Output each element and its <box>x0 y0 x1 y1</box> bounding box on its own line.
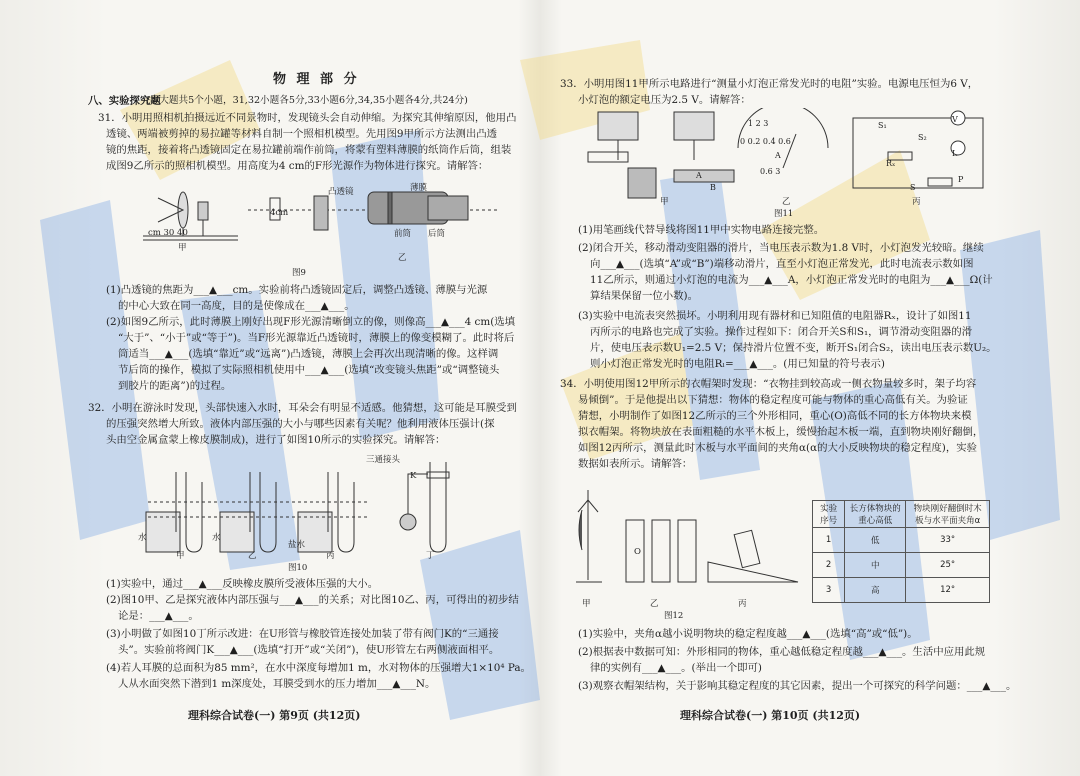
fig11-p: P <box>958 175 964 184</box>
q34-part3: (3)观察衣帽架结构，关于影响其稳定程度的其它因素，提出一个可探究的科学问题：___▲___。 <box>578 680 1017 692</box>
fig9-yi: 乙 <box>398 253 407 263</box>
table-cell: 25° <box>906 553 990 578</box>
q31-line3: 镜的焦距，接着将凸透镜固定在易拉罐前端作前筒，将蒙有塑料薄膜的纸筒作后筒，组装 <box>106 144 512 156</box>
q32-part3: (3)小明做了如图10丁所示改进：在U形管与橡胶管连接处加装了带有阀门K的“三通接 <box>106 628 499 640</box>
q33-part2d: 算结果保留一位小数)。 <box>590 290 698 302</box>
q31-part2b: “大于”、“小于”或“等于”)。当F形光源靠近凸透镜时，薄膜上的像变模糊了。此时将后 <box>118 332 515 344</box>
fig11-v: V <box>952 115 958 124</box>
table-row <box>813 578 990 603</box>
fig11-scale-top: 1 2 3 <box>748 119 769 128</box>
table-row <box>813 553 990 578</box>
q33-part2b: 向___▲___(选填“A”或“B”)端移动滑片，直至小灯泡正常发光，此时电流表示数如图 <box>590 258 974 270</box>
q31-line1: 31．小明用照相机拍摄远近不同景物时，发现镜头会自动伸缩。为探究其伸缩原因，他用凸 <box>98 112 517 124</box>
table-header-cell: 长方体物块的重心高低 <box>845 501 906 528</box>
q33-part3d: 则小灯泡正常发光时的电阻Rₗ=___▲___。(用已知量的符号表示) <box>590 358 885 370</box>
fig9-jia: 甲 <box>178 243 187 253</box>
page-10 <box>560 0 1017 776</box>
q32-part2: (2)图10甲、乙是探究液体内部压强与___▲___的关系；对比图10乙、丙，可得出的初步结 <box>106 594 519 606</box>
q32-part1: (1)实验中，通过___▲___反映橡皮膜所受液体压强的大小。 <box>106 578 379 590</box>
fig11-s1: S₁ <box>878 121 887 130</box>
q31-line2: 透镜、两端被剪掉的易拉罐等材料自制一个照相机模型。先用图9甲所示方法测出凸透 <box>106 128 498 140</box>
q34-line1: 34．小明使用图12甲所示的衣帽架时发现：“衣物挂到较高或一侧衣物量较多时，架子均容 <box>560 378 977 390</box>
q31-part2d: 节后筒的操作，模拟了实际照相机使用中___▲___(选填“改变镜头焦距”或“调整镜头 <box>118 364 500 376</box>
q32-part4: (4)若人耳膜的总面积为85 mm²，在水中深度每增加1 m，水对物体的压强增大1×10⁴ Pa。 <box>106 662 531 674</box>
q33-part3b: 丙所示的电路也完成了实验。操作过程如下：闭合开关S和S₁，调节滑动变阻器的滑 <box>590 326 973 338</box>
q34-line3: 猜想，小明制作了如图12乙所示的三个外形相同，重心(O)高低不同的长方体物块来模 <box>578 410 972 422</box>
fig10-three-way: 三通接头 <box>366 455 401 465</box>
fig11-a: A <box>696 171 702 180</box>
q33-line1: 33．小明用图11甲所示电路进行“测量小灯泡正常发光时的电阻”实验。电源电压恒为6 V， <box>560 78 979 90</box>
table-cell: 中 <box>845 553 906 578</box>
fig12-bing: 丙 <box>738 599 747 609</box>
fig11-rx: Rₓ <box>886 159 896 168</box>
page-footer-left: 理科综合试卷(一) 第9页 (共12页) <box>188 709 361 722</box>
fig11-scale: 0 0.2 0.4 0.6 <box>740 137 791 146</box>
q33-part2: (2)闭合开关，移动滑动变阻器的滑片，当电压表示数为1.8 V时，小灯泡发光较暗。继续 <box>578 242 984 254</box>
table-cell: 低 <box>845 528 906 553</box>
table-cell: 12° <box>906 578 990 603</box>
fig11-l: L <box>952 149 958 158</box>
fig11-range: 0.6 3 <box>760 167 781 176</box>
q32-part2b: 论是：___▲___。 <box>118 610 199 622</box>
q34-line4: 拟衣帽架。将物块放在表面粗糙的水平木板上，缓慢抬起木板一端，直到物块刚好翻倒， <box>578 426 984 438</box>
table-cell: 33° <box>906 528 990 553</box>
section-note: (本大题共5个小题，31,32小题各5分,33小题6分,34,35小题各4分,共24分) <box>146 95 468 106</box>
fig9-caption: 图9 <box>292 268 306 278</box>
table-cell: 3 <box>813 578 845 603</box>
fig9-film: 薄膜 <box>410 183 428 193</box>
table-header-row <box>813 501 990 528</box>
fig11-caption: 图11 <box>774 209 794 219</box>
q31-part1b: 的中心大致在同一高度，目的是使像成在___▲___。 <box>118 300 355 312</box>
page-9 <box>88 0 531 776</box>
q32-line3: 头由空金属盒蒙上橡皮膜制成)，进行了如图10所示的实验探究。请解答： <box>106 434 446 446</box>
q32-line1: 32．小明在游泳时发现，头部快速入水时，耳朵会有明显不适感。他猜想，这可能是耳膜受到 <box>88 402 517 414</box>
fig12-o: O <box>634 547 641 557</box>
fig10-k: K <box>410 471 417 481</box>
fig10-caption: 图10 <box>288 563 308 573</box>
q33-part1: (1)用笔画线代替导线将图11甲中实物电路连接完整。 <box>578 224 825 236</box>
fig10-salt: 盐水 <box>288 540 306 550</box>
fig9-back: 后筒 <box>428 229 446 239</box>
q34-line2: 易倾倒”。于是他提出以下猜想：物体的稳定程度可能与物体的重心高低有关。为验证 <box>578 394 968 406</box>
fig10-bing: 丙 <box>326 551 335 561</box>
fig11-unit: A <box>775 151 781 160</box>
experiment-table <box>812 500 990 603</box>
fig10-water-b: 水 <box>212 533 221 543</box>
fig10-ding: 丁 <box>426 551 435 561</box>
table-row <box>813 528 990 553</box>
fig10-jia: 甲 <box>176 551 185 561</box>
q32-part3b: 头”。实验前将阀门K___▲___(选填“打开”或“关闭”)，使U形管左右两侧液面相平。 <box>118 644 500 656</box>
fig11-b: B <box>710 183 716 192</box>
table-header-cell: 实验序号 <box>813 501 845 528</box>
figure-12 <box>568 480 808 600</box>
table-cell: 高 <box>845 578 906 603</box>
fig12-caption: 图12 <box>664 611 684 621</box>
table-header-cell: 物块刚好翻倒时木板与水平面夹角α <box>906 501 990 528</box>
q33-part2c: 11乙所示，则通过小灯泡的电流为___▲___A，小灯泡正常发光时的电阻为___▲___Ω(计 <box>590 274 993 286</box>
q32-part4b: 人从水面突然下潜到1 m深度处，耳膜受到水的压力增加___▲___N。 <box>118 678 436 690</box>
fig10-yi: 乙 <box>248 551 257 561</box>
q33-part3: (3)实验中电流表突然损坏。小明利用现有器材和已知阻值的电阻器Rₓ，设计了如图11 <box>578 310 972 322</box>
section-title: 物 理 部 分 <box>273 72 360 87</box>
fig12-yi: 乙 <box>650 599 659 609</box>
fig11-bing: 丙 <box>912 197 921 207</box>
fig12-jia: 甲 <box>582 599 591 609</box>
q34-line5: 如图12丙所示，测量此时木板与水平面间的夹角α(α的大小反映物块的稳定程度)，实验 <box>578 442 978 454</box>
q31-line4: 成图9乙所示的照相机模型。用高度为4 cm的F形光源作为物体进行探究。请解答： <box>106 160 489 172</box>
q31-part2c: 筒适当___▲___(选填“靠近”或“远离”)凸透镜，薄膜上会再次出现清晰的像。这样调 <box>118 348 499 360</box>
fig9-lens: 凸透镜 <box>328 187 354 197</box>
q34-part2: (2)根据表中数据可知：外形相同的物体，重心越低稳定程度越___▲___。生活中应用此规 <box>578 646 986 658</box>
page-footer-right: 理科综合试卷(一) 第10页 (共12页) <box>680 709 861 722</box>
q33-part3c: 片，使电压表示数U₁=2.5 V；保持滑片位置不变，断开S₁闭合S₂，读出电压表示数U₂。 <box>590 342 997 354</box>
q31-part1: (1)凸透镜的焦距为___▲___cm。实验前将凸透镜固定后，调整凸透镜、薄膜与光源 <box>106 284 488 296</box>
fig10-water-a: 水 <box>138 533 147 543</box>
fig11-s: S <box>910 183 916 192</box>
q32-line2: 的压强突然增大所致。液体内部压强的大小与哪些因素有关呢？他利用液体压强计(探 <box>106 418 495 430</box>
table-cell: 2 <box>813 553 845 578</box>
q33-line2: 小灯泡的额定电压为2.5 V。请解答： <box>578 94 751 106</box>
q31-part2e: 到胶片的距离”)的过程。 <box>118 380 232 392</box>
section-header: 八、实验探究题 <box>88 95 161 107</box>
fig11-yi: 乙 <box>782 197 791 207</box>
q34-line6: 数据如表所示。请解答： <box>578 458 693 470</box>
q31-part2: (2)如图9乙所示，此时薄膜上刚好出现F形光源清晰倒立的像，则像高___▲___4 cm(选填 <box>106 316 516 328</box>
fig11-jia: 甲 <box>660 197 669 207</box>
fig9-front: 前筒 <box>394 229 412 239</box>
table-cell: 1 <box>813 528 845 553</box>
q34-part2b: 律的实例有___▲___。(举出一个即可) <box>590 662 762 674</box>
fig11-s2: S₂ <box>918 133 927 142</box>
fig9-size: 4cm <box>270 208 289 218</box>
fig9-ruler: cm 30 40 <box>148 228 188 238</box>
q34-part1: (1)实验中，夹角α越小说明物块的稳定程度越___▲___(选填“高”或“低”)。 <box>578 628 918 640</box>
